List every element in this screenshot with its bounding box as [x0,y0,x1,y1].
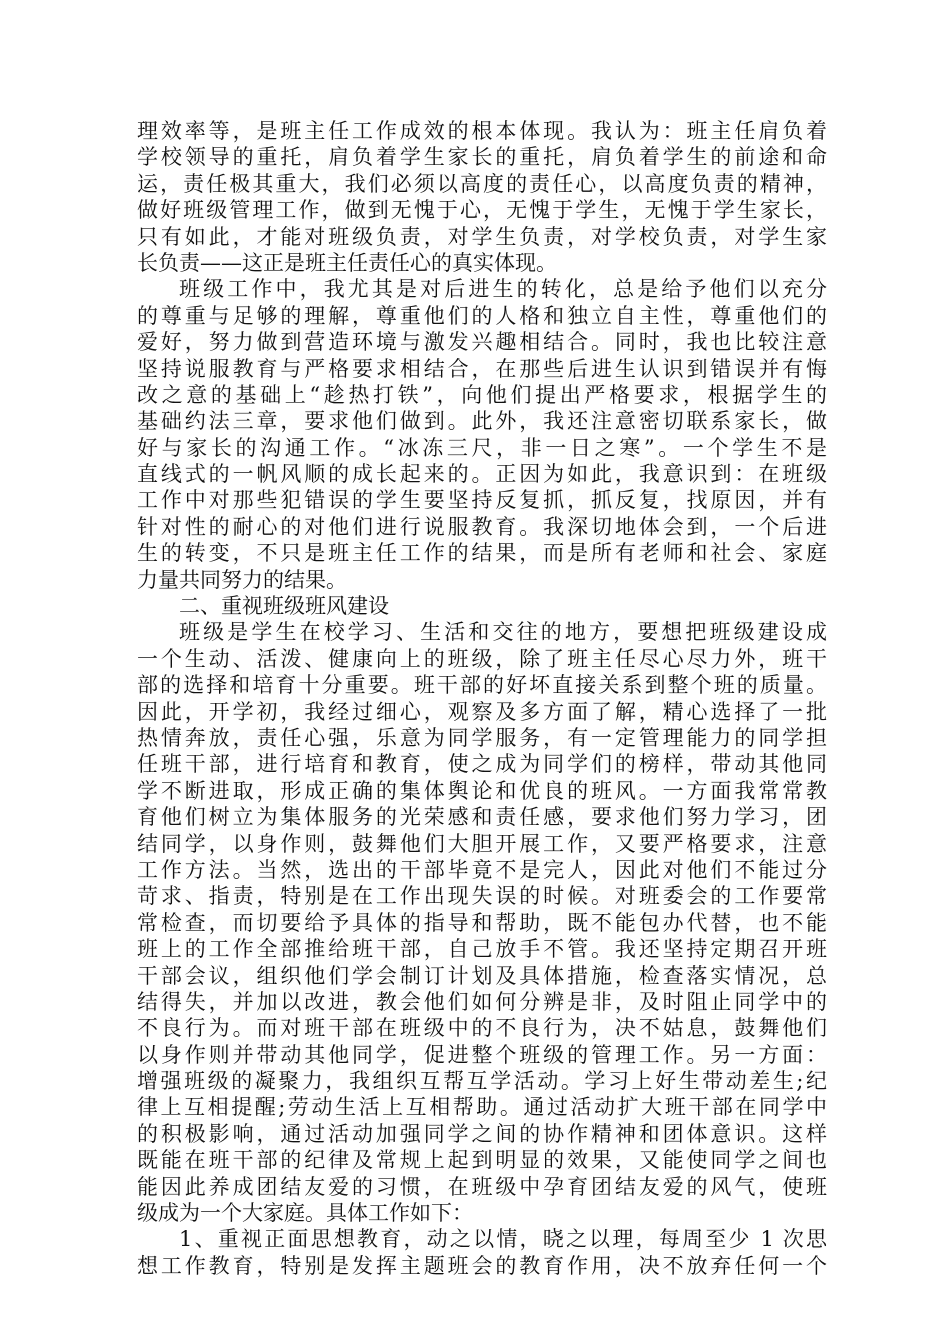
text-line: 热情奔放，责任心强，乐意为同学服务，有一定管理能力的同学担 [137,725,827,750]
text-line: 改之意的基础上“趁热打铁”，向他们提出严格要求，根据学生的 [137,382,827,407]
text-line: 爱好，努力做到营造环境与激发兴趣相结合。同时，我也比较注意 [137,330,827,355]
text-line: 律上互相提醒;劳动生活上互相帮助。通过活动扩大班干部在同学中 [137,1095,827,1120]
text-line: 既能在班干部的纪律及常规上起到明显的效果，又能使同学之间也 [137,1148,827,1173]
text-line: 好与家长的沟通工作。“冰冻三尺，非一日之寒”。一个学生不是 [137,435,827,460]
text-line: 只有如此，才能对班级负责，对学生负责，对学校负责，对学生家 [137,224,827,249]
text-line: 部的选择和培育十分重要。班干部的好坏直接关系到整个班的质量。 [137,673,827,698]
text-line: 学校领导的重托，肩负着学生家长的重托，肩负着学生的前途和命 [137,145,827,170]
text-line: 苛求、指责，特别是在工作出现失误的时候。对班委会的工作要常 [137,884,827,909]
text-line: 基础约法三章，要求他们做到。此外，我还注意密切联系家长，做 [137,409,827,434]
text-line: 力量共同努力的结果。 [137,567,347,592]
text-line: 的积极影响，通过活动加强同学之间的协作精神和团体意识。这样 [137,1121,827,1146]
text-line: 的尊重与足够的理解，尊重他们的人格和独立自主性，尊重他们的 [137,303,827,328]
text-line: 坚持说服教育与严格要求相结合，在那些后进生认识到错误并有悔 [137,356,827,381]
text-line: 增强班级的凝聚力，我组织互帮互学活动。学习上好生带动差生;纪 [137,1069,827,1094]
text-line: 育他们树立为集体服务的光荣感和责任感，要求他们努力学习，团 [137,805,827,830]
text-line: 因此，开学初，我经过细心，观察及多方面了解，精心选择了一批 [137,699,827,724]
text-line: 能因此养成团结友爱的习惯，在班级中孕育团结友爱的风气，使班 [137,1174,827,1199]
section-heading: 二、重视班级班风建设 [179,594,389,619]
text-line: 班级工作中，我尤其是对后进生的转化，总是给予他们以充分 [179,277,827,302]
text-line: 1、重视正面思想教育，动之以情，晓之以理，每周至少 1 次思 [179,1227,827,1252]
text-line: 班上的工作全部推给班干部，自己放手不管。我还坚持定期召开班 [137,937,827,962]
text-line: 结得失，并加以改进，教会他们如何分辨是非，及时阻止同学中的 [137,989,827,1014]
text-line: 直线式的一帆风顺的成长起来的。正因为如此，我意识到：在班级 [137,462,827,487]
text-line: 长负责——这正是班主任责任心的真实体现。 [137,250,557,275]
text-line: 班级是学生在校学习、生活和交往的地方，要想把班级建设成 [179,620,827,645]
text-line: 针对性的耐心的对他们进行说服教育。我深切地体会到，一个后进 [137,514,827,539]
text-line: 生的转变，不只是班主任工作的结果，而是所有老师和社会、家庭 [137,541,827,566]
text-line: 工作中对那些犯错误的学生要坚持反复抓，抓反复，找原因，并有 [137,488,827,513]
text-line: 做好班级管理工作，做到无愧于心，无愧于学生，无愧于学生家长， [137,198,827,223]
text-line: 干部会议，组织他们学会制订计划及具体措施，检查落实情况，总 [137,963,827,988]
text-line: 不良行为。而对班干部在班级中的不良行为，决不姑息，鼓舞他们 [137,1016,827,1041]
document-body [137,118,827,1279]
text-line: 理效率等，是班主任工作成效的根本体现。我认为：班主任肩负着 [137,119,827,143]
text-line: 常检查，而切要给予具体的指导和帮助，既不能包办代替，也不能 [137,910,827,935]
text-line: 学不断进取，形成正确的集体舆论和优良的班风。一方面我常常教 [137,778,827,803]
text-line: 想工作教育，特别是发挥主题班会的教育作用，决不放弃任何一个 [137,1253,827,1278]
text-line: 以身作则并带动其他同学，促进整个班级的管理工作。另一方面： [137,1042,827,1067]
text-line: 工作方法。当然，选出的干部毕竟不是完人，因此对他们不能过分 [137,857,827,882]
text-line: 任班干部，进行培育和教育，使之成为同学们的榜样，带动其他同 [137,752,827,777]
text-line: 运，责任极其重大，我们必须以高度的责任心，以高度负责的精神， [137,171,827,196]
text-line: 结同学，以身作则，鼓舞他们大胆开展工作，又要严格要求，注意 [137,831,827,856]
text-line: 一个生动、活泼、健康向上的班级，除了班主任尽心尽力外，班干 [137,646,827,671]
text-line: 级成为一个大家庭。具体工作如下： [137,1201,473,1226]
